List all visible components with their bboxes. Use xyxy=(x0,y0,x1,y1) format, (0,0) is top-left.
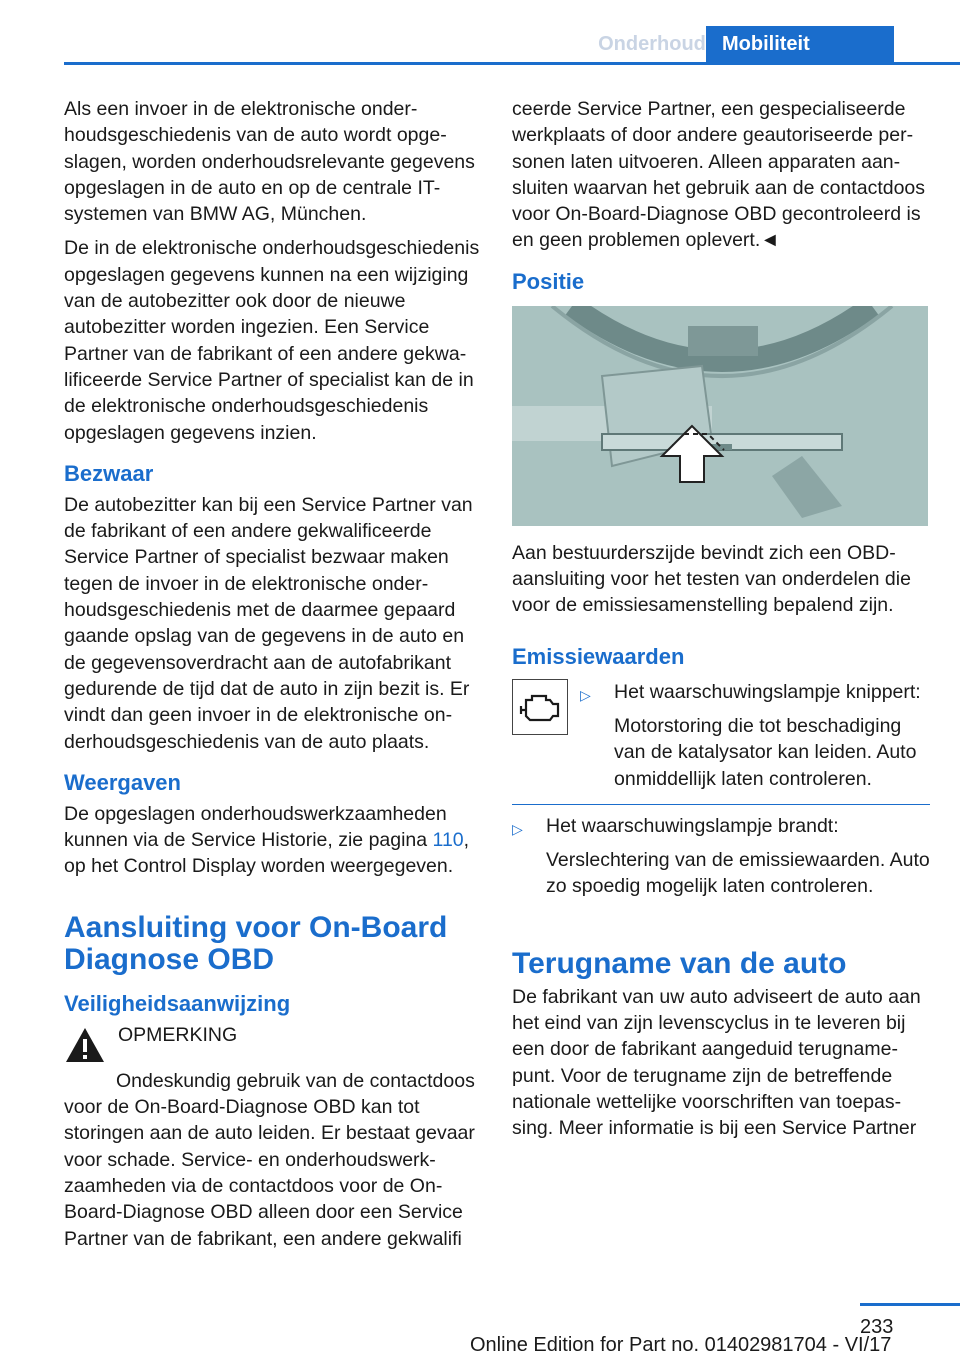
paragraph: De in de elektronische onderhoudsgeschiedenis opgeslagen gegevens kunnen na een wijziging van de autobezitter ook door de nieuwe autobezitter worden ingezien. Een Service Partner van de fabrikant of een andere gekwalificeerde Service Partner of specialist kan de in de elektronische onderhoudsgeschiedenis opgeslagen gegevens inzien. xyxy=(64,237,480,444)
paragraph: De opgeslagen onderhoudswerkzaamheden kunnen via de Service Historie, zie pagina 110, op het Control Display worden weergegeven. xyxy=(64,802,470,878)
heading-bezwaar: Bezwaar xyxy=(64,460,154,486)
footer-rule xyxy=(860,1303,960,1306)
emission-block xyxy=(512,679,930,800)
check-engine-icon xyxy=(512,679,568,735)
heading-terugname: Terugname van de auto xyxy=(512,946,847,980)
list-item: ▷ Het waarschuwingslampje knippert: Motorstoring die tot beschadiging van de katalysator kan leiden. Auto onmiddellijk laten controleren. xyxy=(580,679,930,800)
list-item: ▷ Het waarschuwingslampje brandt: Verslechtering van de emissiewaarden. Auto zo spoedig mogelijk laten controleren. xyxy=(512,813,930,908)
triangle-bullet-icon: ▷ xyxy=(512,820,523,837)
triangle-bullet-icon: ▷ xyxy=(580,686,591,703)
paragraph: Aan bestuurderszijde bevindt zich een OBD-aansluiting voor het testen van onderdelen die voor de emissiesamenstelling bepalend zijn. xyxy=(512,541,911,617)
tab-onderhoud[interactable]: Onderhoud xyxy=(598,26,706,62)
obd-location-illustration xyxy=(512,306,928,526)
heading-obd: Aansluiting voor On-Board Diagnose OBD xyxy=(64,910,448,976)
heading-positie: Positie xyxy=(512,268,585,294)
warning-block xyxy=(64,1022,482,1064)
tab-mobiliteit[interactable]: Mobiliteit xyxy=(706,26,894,62)
warning-title: OPMERKING xyxy=(118,1023,238,1046)
heading-emissie: Emissiewaarden xyxy=(512,643,685,669)
chapter-tabs xyxy=(598,26,894,62)
page-number: 233 xyxy=(860,1316,894,1338)
right-column xyxy=(512,96,930,1150)
page-link[interactable]: 110 xyxy=(432,829,464,852)
paragraph: ceerde Service Partner, een gespecialiseerde werkplaats of door andere geautoriseerde personen laten uitvoeren. Alleen apparaten aansluiten waarvan het gebruik aan de contactdoos voor On-Board-Diagnose OBD gecontroleerd is en geen problemen oplevert.◄ xyxy=(512,98,926,252)
heading-weergaven: Weergaven xyxy=(64,769,181,795)
warning-text: Ondeskundig gebruik van de contactdoos voor de On-Board-Diagnose OBD kan tot storingen aan de auto leiden. Er bestaat gevaar voor schade. Service- en onderhoudswerkzaamheden via de contactdoos voor de On-Board-Diagnose OBD alleen door een Service Partner van de fabrikant, een andere gekwalifi xyxy=(64,1069,475,1250)
paragraph: Als een invoer in de elektronische onderhoudsgeschiedenis van de auto wordt opgeslagen, worden onderhoudsrelevante gegevens opgeslagen in de auto en op de centrale IT-systemen van BMW AG, München. xyxy=(64,98,475,226)
footer-text: Online Edition for Part no. 01402981704 - VI/17 xyxy=(470,1334,892,1356)
divider xyxy=(512,804,930,805)
header-rule xyxy=(64,62,960,65)
emission-list xyxy=(580,679,930,800)
warning-icon xyxy=(64,1026,106,1064)
paragraph: De fabrikant van uw auto adviseert de auto aan het eind van zijn levenscyclus in te leveren bij een door de fabrikant aangeduid terugnamepunt. Voor de terugname zijn de betreffende nationale wettelijke voorschriften van toepassing. Meer informatie is bij een Service Partner xyxy=(512,985,921,1140)
paragraph: De autobezitter kan bij een Service Partner van de fabrikant of een andere gekwalificeerde Service Partner of specialist bezwaar maken tegen de invoer in de elektronische onderhoudsgeschiedenis met de daarmee gepaard gaande opslag van de gegevens in de auto en de gegevensoverdracht aan de autofabrikant gedurende de tijd dat de auto in zijn bezit is. Er vindt dan geen invoer in de elektronische onderhoudsgeschiedenis van de auto plaats. xyxy=(64,493,473,753)
left-column xyxy=(64,96,482,1260)
heading-veiligheid: Veiligheidsaanwijzing xyxy=(64,990,291,1016)
